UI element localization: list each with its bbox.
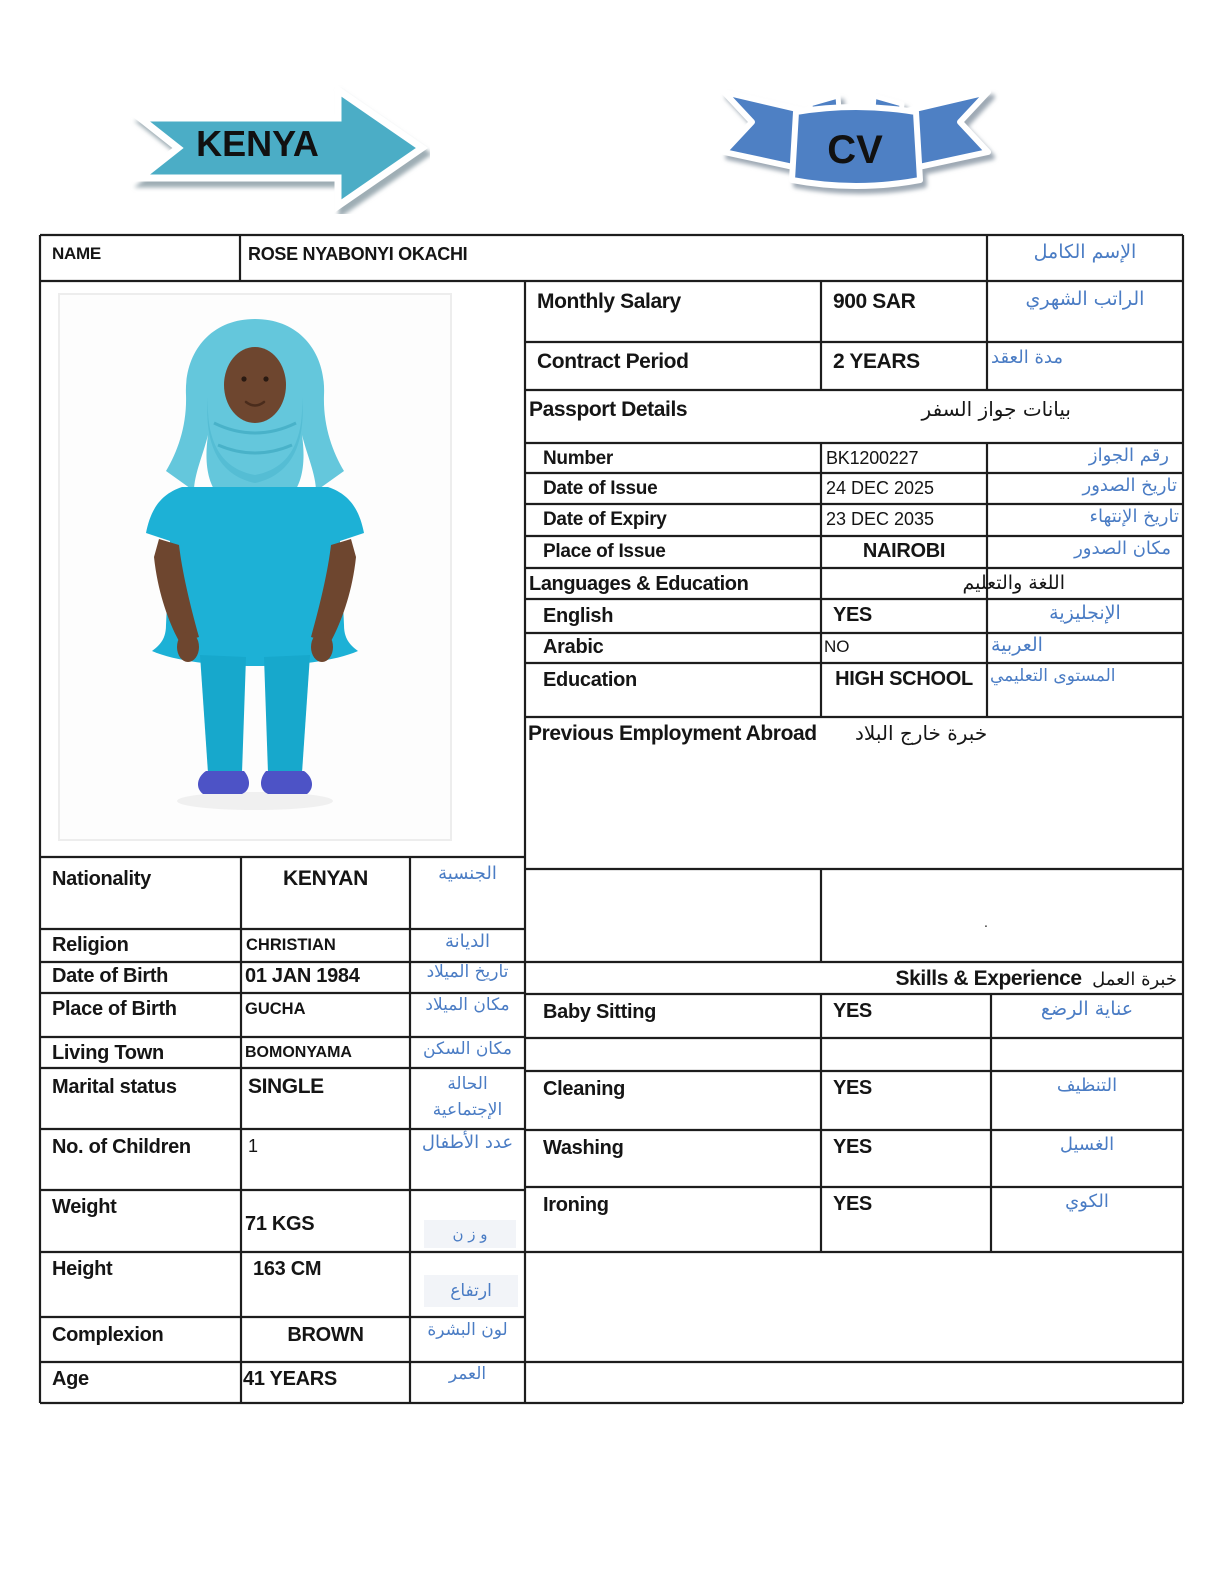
passport-number-label-arabic: رقم الجواز [1088,445,1169,466]
baby-sitting-label-arabic: عناية الرضع [1040,998,1134,1020]
name-label: NAME [52,244,101,263]
passport-number-value: BK1200227 [826,448,919,468]
marital-status-label-arabic [410,1071,525,1124]
complexion-label: Complexion [52,1324,164,1346]
marital-status-value: SINGLE [248,1075,324,1098]
washing-label: Washing [543,1137,624,1159]
skills-experience-header-arabic: خبرة العمل [1092,969,1177,990]
living-town-label: Living Town [52,1042,164,1064]
monthly-salary-label-arabic: الراتب الشهري [1025,288,1145,310]
marital-status-arabic-line1: الحالة [447,1074,488,1094]
date-of-birth-value: 01 JAN 1984 [245,965,360,987]
height-label-arabic: ارتفاع [424,1275,518,1307]
complexion-value: BROWN [287,1324,364,1346]
cleaning-label: Cleaning [543,1078,626,1100]
date-of-birth-label: Date of Birth [52,965,169,987]
applicant-photo [58,293,452,841]
date-of-birth-label-arabic: تاريخ الميلاد [426,962,509,982]
date-of-issue-label-arabic: تاريخ الصدور [1082,475,1177,496]
children-value: 1 [248,1136,259,1156]
age-label: Age [52,1368,89,1390]
monthly-salary-value: 900 SAR [833,290,916,313]
passport-details-header: Passport Details [529,398,688,421]
date-of-expiry-label-arabic: تاريخ الإنتهاء [1089,506,1179,527]
height-value: 163 CM [253,1258,322,1280]
nationality-label: Nationality [52,868,151,890]
living-town-value: BOMONYAMA [245,1044,352,1061]
previous-employment-header: Previous Employment Abroad [528,722,817,745]
baby-sitting-value: YES [833,1000,872,1022]
date-of-expiry-value: 23 DEC 2035 [826,509,935,529]
skills-experience-header-en: Skills & Experience [895,967,1082,990]
ironing-label-arabic: الكوي [1065,1191,1109,1212]
baby-sitting-label: Baby Sitting [543,1001,657,1023]
children-label: No. of Children [52,1136,191,1158]
religion-label: Religion [52,934,129,956]
cleaning-label-arabic: التنظيف [1056,1075,1118,1096]
contract-period-label: Contract Period [537,350,689,373]
english-value: YES [833,604,872,626]
contract-period-value: 2 YEARS [833,350,920,373]
children-label-arabic: عدد الأطفال [421,1132,514,1153]
weight-label-arabic: و ز ن [424,1220,516,1248]
marital-status-arabic-line2: الإجتماعية [432,1100,503,1121]
skills-experience-header [525,967,1177,991]
education-label: Education [543,669,637,691]
education-value: HIGH SCHOOL [835,668,973,690]
place-of-issue-label: Place of Issue [543,541,666,562]
passport-number-label: Number [543,448,613,469]
previous-employment-header-arabic: خبرة خارج البلاد [855,721,988,745]
nationality-value: KENYAN [283,867,368,890]
english-label-arabic: الإنجليزية [1049,602,1121,624]
date-of-issue-label: Date of Issue [543,478,658,499]
age-value: 41 YEARS [243,1368,337,1390]
living-town-label-arabic: مكان السكن [423,1039,512,1059]
education-label-arabic: المستوى التعليمي [990,666,1116,686]
place-of-issue-value: NAIROBI [862,540,946,562]
height-label: Height [52,1258,113,1280]
washing-value: YES [833,1136,872,1158]
arabic-value: NO [824,637,850,656]
religion-value: CHRISTIAN [246,936,336,954]
washing-label-arabic: الغسيل [1059,1134,1115,1155]
languages-education-header-arabic: اللغة والتعليم [962,572,1065,594]
weight-value: 71 KGS [245,1213,315,1235]
ironing-label: Ironing [543,1194,609,1216]
place-of-issue-label-arabic: مكان الصدور [1074,538,1171,559]
arabic-label: Arabic [543,636,604,658]
place-of-birth-value: GUCHA [245,1000,306,1018]
place-of-birth-label: Place of Birth [52,998,177,1020]
cv-banner-label: CV [827,128,883,172]
place-of-birth-label-arabic: مكان الميلاد [425,995,510,1015]
weight-label: Weight [52,1196,117,1218]
languages-education-header: Languages & Education [529,573,749,595]
name-value: ROSE NYABONYI OKACHI [248,244,468,264]
kenya-banner-label: KENYA [196,123,319,164]
nationality-label-arabic: الجنسية [438,863,497,884]
name-label-arabic: الإسم الكامل [1033,241,1137,263]
ironing-value: YES [833,1193,872,1215]
contract-period-label-arabic: مدة العقد [991,347,1063,368]
complexion-label-arabic: لون البشرة [427,1320,508,1340]
cleaning-value: YES [833,1077,872,1099]
religion-label-arabic: الديانة [444,931,491,952]
previous-employment-note: . [983,914,989,931]
arabic-label-arabic: العربية [991,634,1043,656]
marital-status-label: Marital status [52,1076,177,1098]
english-label: English [543,605,614,627]
date-of-expiry-label: Date of Expiry [543,509,667,530]
passport-details-header-arabic: بيانات جواز السفر [921,397,1071,421]
date-of-issue-value: 24 DEC 2025 [826,478,935,498]
monthly-salary-label: Monthly Salary [537,290,681,313]
age-label-arabic: العمر [448,1364,487,1384]
